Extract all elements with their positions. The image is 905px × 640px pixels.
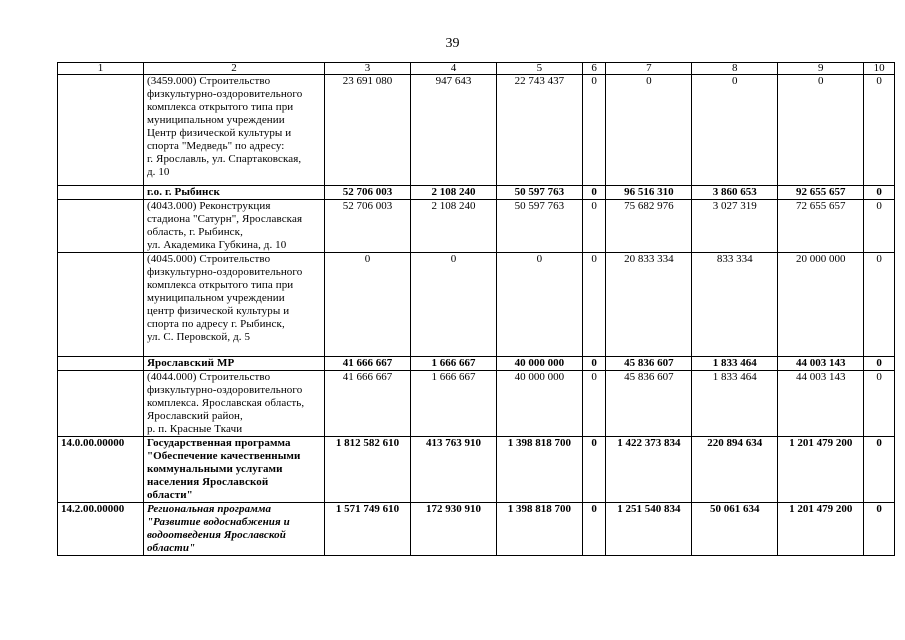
amount-cell: 20 833 334 — [606, 253, 692, 357]
column-header: 10 — [864, 63, 895, 75]
amount-cell: 0 — [606, 75, 692, 186]
amount-cell: 0 — [582, 357, 606, 371]
amount-cell: 0 — [582, 253, 606, 357]
table-row — [58, 186, 895, 200]
amount-cell: 3 860 653 — [692, 186, 778, 200]
amount-cell: 1 812 582 610 — [325, 437, 411, 503]
column-header: 3 — [325, 63, 411, 75]
amount-cell: 1 398 818 700 — [496, 437, 582, 503]
item-name-cell: (4043.000) Реконструкция стадиона "Сатурн", Ярославская область, г. Рыбинск, ул. Академика Губкина, д. 10 — [143, 200, 324, 253]
amount-cell: 1 666 667 — [410, 371, 496, 437]
amount-cell: 1 666 667 — [410, 357, 496, 371]
program-code-cell — [58, 371, 144, 437]
amount-cell: 72 655 657 — [778, 200, 864, 253]
table-row — [58, 437, 895, 503]
amount-cell: 0 — [582, 437, 606, 503]
amount-cell: 220 894 634 — [692, 437, 778, 503]
column-header: 1 — [58, 63, 144, 75]
budget-table — [57, 62, 895, 556]
program-code-cell — [58, 357, 144, 371]
program-code-cell — [58, 186, 144, 200]
table-row — [58, 75, 895, 186]
table-row — [58, 357, 895, 371]
amount-cell: 0 — [864, 357, 895, 371]
amount-cell: 2 108 240 — [410, 200, 496, 253]
amount-cell: 0 — [864, 200, 895, 253]
amount-cell: 0 — [864, 186, 895, 200]
program-code-cell — [58, 200, 144, 253]
item-name-cell: Региональная программа "Развитие водоснабжения и водоотведения Ярославской области" — [143, 503, 324, 556]
amount-cell: 50 061 634 — [692, 503, 778, 556]
amount-cell: 1 398 818 700 — [496, 503, 582, 556]
table-row — [58, 200, 895, 253]
amount-cell: 44 003 143 — [778, 371, 864, 437]
amount-cell: 3 027 319 — [692, 200, 778, 253]
amount-cell: 0 — [778, 75, 864, 186]
column-header: 5 — [496, 63, 582, 75]
column-header: 8 — [692, 63, 778, 75]
column-header: 7 — [606, 63, 692, 75]
amount-cell: 0 — [582, 200, 606, 253]
table-row — [58, 253, 895, 357]
amount-cell: 0 — [582, 371, 606, 437]
amount-cell: 0 — [864, 437, 895, 503]
item-name-cell: Государственная программа "Обеспечение качественными коммунальными услугами населения Ярославской области" — [143, 437, 324, 503]
amount-cell: 0 — [864, 253, 895, 357]
amount-cell: 41 666 667 — [325, 371, 411, 437]
amount-cell: 1 833 464 — [692, 371, 778, 437]
item-name-cell: г.о. г. Рыбинск — [143, 186, 324, 200]
item-name-cell: (4044.000) Строительство физкультурно-оздоровительного комплекса. Ярославская область, Ярославский район, р. п. Красные Ткачи — [143, 371, 324, 437]
amount-cell: 75 682 976 — [606, 200, 692, 253]
amount-cell: 1 201 479 200 — [778, 503, 864, 556]
column-header: 2 — [143, 63, 324, 75]
item-name-cell: (3459.000) Строительство физкультурно-оздоровительного комплекса открытого типа при муниципальном учреждении Центр физической культуры и спорта "Медведь" по адресу: г. Ярославль, ул. Спартаковская, д. 10 — [143, 75, 324, 186]
amount-cell: 0 — [325, 253, 411, 357]
amount-cell: 0 — [496, 253, 582, 357]
amount-cell: 0 — [582, 503, 606, 556]
amount-cell: 0 — [864, 503, 895, 556]
amount-cell: 0 — [410, 253, 496, 357]
amount-cell: 92 655 657 — [778, 186, 864, 200]
amount-cell: 23 691 080 — [325, 75, 411, 186]
amount-cell: 0 — [864, 371, 895, 437]
amount-cell: 172 930 910 — [410, 503, 496, 556]
amount-cell: 52 706 003 — [325, 200, 411, 253]
item-name-cell: Ярославский МР — [143, 357, 324, 371]
column-number-row — [58, 63, 895, 75]
amount-cell: 0 — [864, 75, 895, 186]
amount-cell: 0 — [692, 75, 778, 186]
amount-cell: 947 643 — [410, 75, 496, 186]
amount-cell: 41 666 667 — [325, 357, 411, 371]
amount-cell: 2 108 240 — [410, 186, 496, 200]
amount-cell: 1 251 540 834 — [606, 503, 692, 556]
column-header: 9 — [778, 63, 864, 75]
amount-cell: 1 833 464 — [692, 357, 778, 371]
amount-cell: 50 597 763 — [496, 200, 582, 253]
amount-cell: 833 334 — [692, 253, 778, 357]
amount-cell: 40 000 000 — [496, 357, 582, 371]
program-code-cell — [58, 253, 144, 357]
program-code-cell — [58, 75, 144, 186]
amount-cell: 22 743 437 — [496, 75, 582, 186]
column-header: 6 — [582, 63, 606, 75]
amount-cell: 1 201 479 200 — [778, 437, 864, 503]
program-code-cell: 14.2.00.00000 — [58, 503, 144, 556]
table-row — [58, 503, 895, 556]
column-header: 4 — [410, 63, 496, 75]
amount-cell: 1 422 373 834 — [606, 437, 692, 503]
amount-cell: 45 836 607 — [606, 357, 692, 371]
amount-cell: 20 000 000 — [778, 253, 864, 357]
program-code-cell: 14.0.00.00000 — [58, 437, 144, 503]
amount-cell: 0 — [582, 186, 606, 200]
amount-cell: 50 597 763 — [496, 186, 582, 200]
amount-cell: 44 003 143 — [778, 357, 864, 371]
item-name-cell: (4045.000) Строительство физкультурно-оздоровительного комплекса открытого типа при муниципальном учреждении центр физической культуры и спорта по адресу г. Рыбинск, ул. С. Перовской, д. 5 — [143, 253, 324, 357]
amount-cell: 52 706 003 — [325, 186, 411, 200]
amount-cell: 0 — [582, 75, 606, 186]
amount-cell: 413 763 910 — [410, 437, 496, 503]
amount-cell: 40 000 000 — [496, 371, 582, 437]
table-row — [58, 371, 895, 437]
amount-cell: 1 571 749 610 — [325, 503, 411, 556]
page-number: 39 — [445, 36, 460, 51]
amount-cell: 96 516 310 — [606, 186, 692, 200]
amount-cell: 45 836 607 — [606, 371, 692, 437]
